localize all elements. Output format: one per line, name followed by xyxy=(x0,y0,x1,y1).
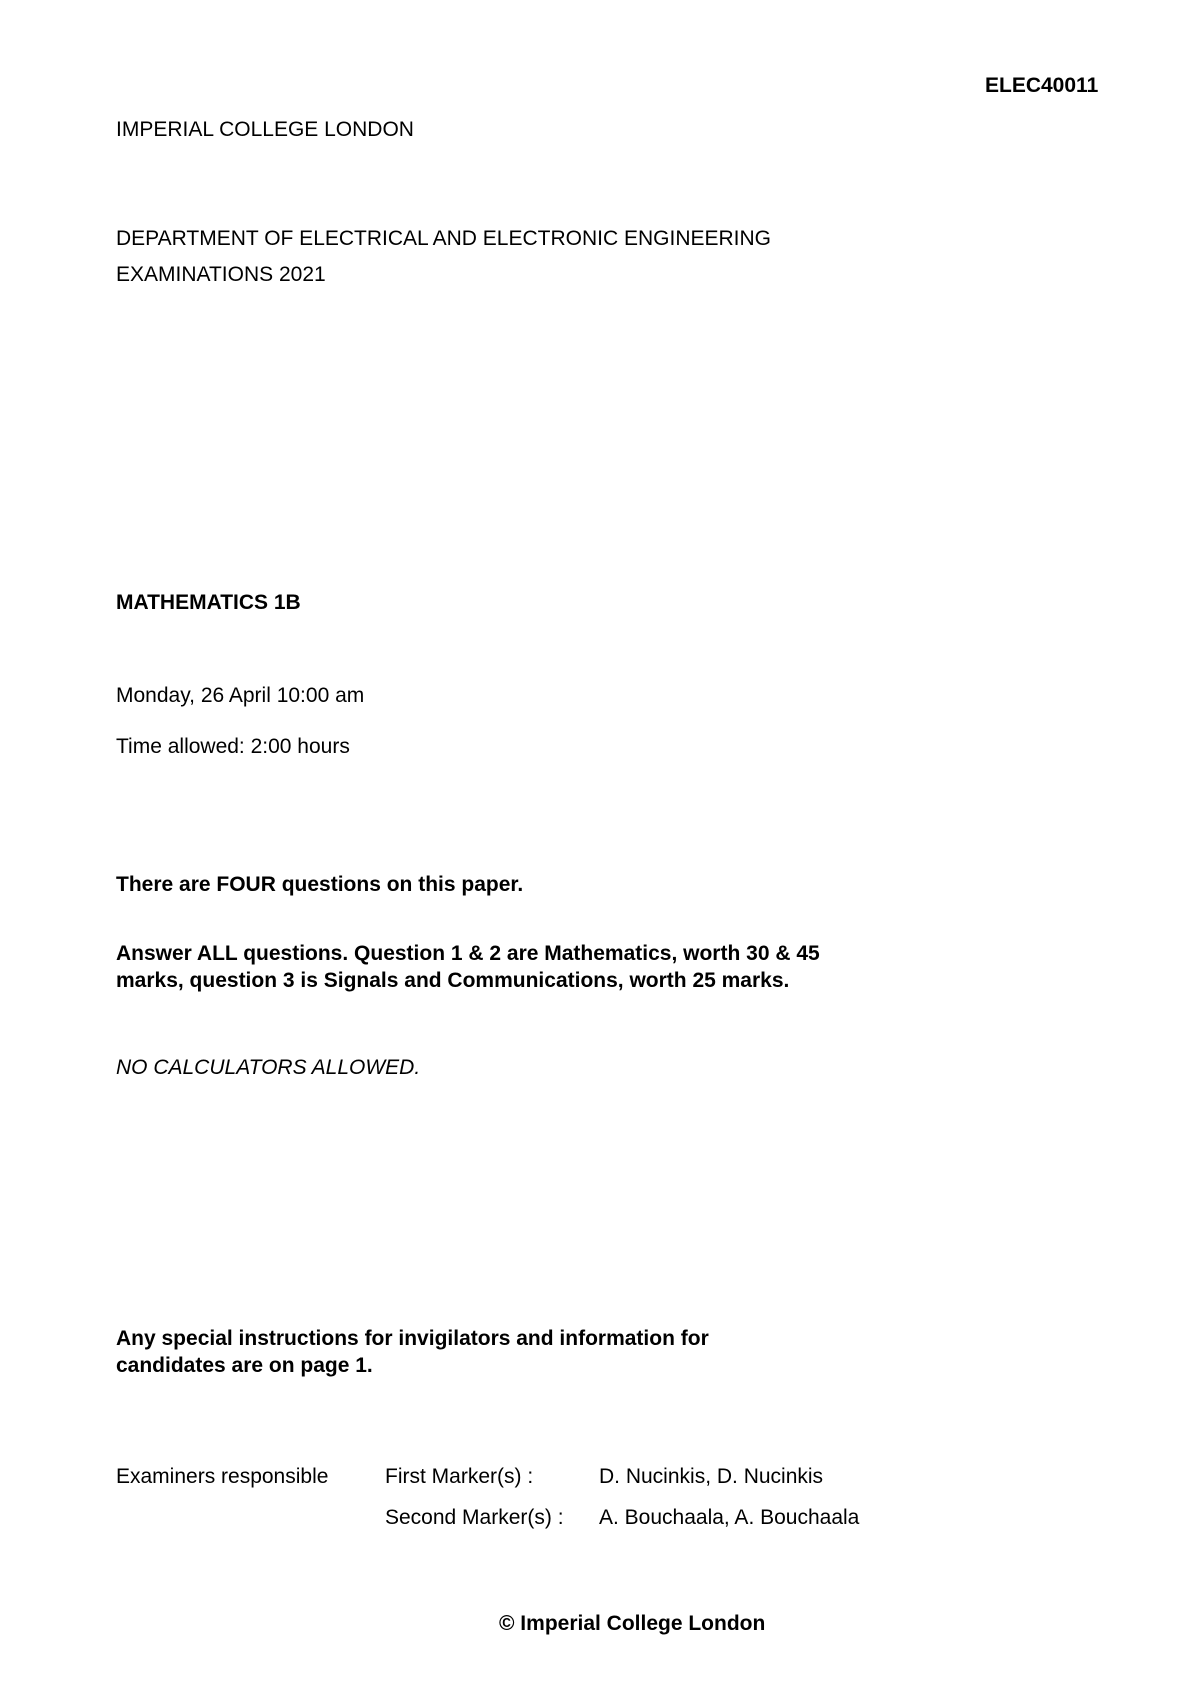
special-instructions-line-2: candidates are on page 1. xyxy=(116,1354,373,1377)
institution-name: IMPERIAL COLLEGE LONDON xyxy=(116,118,414,141)
exam-time-allowed: Time allowed: 2:00 hours xyxy=(116,735,350,758)
calculator-notice: NO CALCULATORS ALLOWED. xyxy=(116,1056,421,1079)
course-code: ELEC40011 xyxy=(985,74,1099,97)
answer-instructions-line-2: marks, question 3 is Signals and Communications, worth 25 marks. xyxy=(116,969,790,992)
first-marker-names: D. Nucinkis, D. Nucinkis xyxy=(599,1465,824,1488)
question-count: There are FOUR questions on this paper. xyxy=(116,873,524,896)
examiners-label: Examiners responsible xyxy=(116,1465,329,1488)
examinations-year: EXAMINATIONS 2021 xyxy=(116,263,326,286)
copyright-footer: © Imperial College London xyxy=(499,1612,766,1635)
first-marker-label: First Marker(s) : xyxy=(385,1465,534,1488)
answer-instructions-line-1: Answer ALL questions. Question 1 & 2 are Mathematics, worth 30 & 45 xyxy=(116,942,820,965)
department-name: DEPARTMENT OF ELECTRICAL AND ELECTRONIC ENGINEERING xyxy=(116,227,771,250)
second-marker-names: A. Bouchaala, A. Bouchaala xyxy=(599,1506,860,1529)
second-marker-label: Second Marker(s) : xyxy=(385,1506,564,1529)
exam-date-time: Monday, 26 April 10:00 am xyxy=(116,684,365,707)
exam-title: MATHEMATICS 1B xyxy=(116,591,301,614)
special-instructions-line-1: Any special instructions for invigilators and information for xyxy=(116,1327,709,1350)
